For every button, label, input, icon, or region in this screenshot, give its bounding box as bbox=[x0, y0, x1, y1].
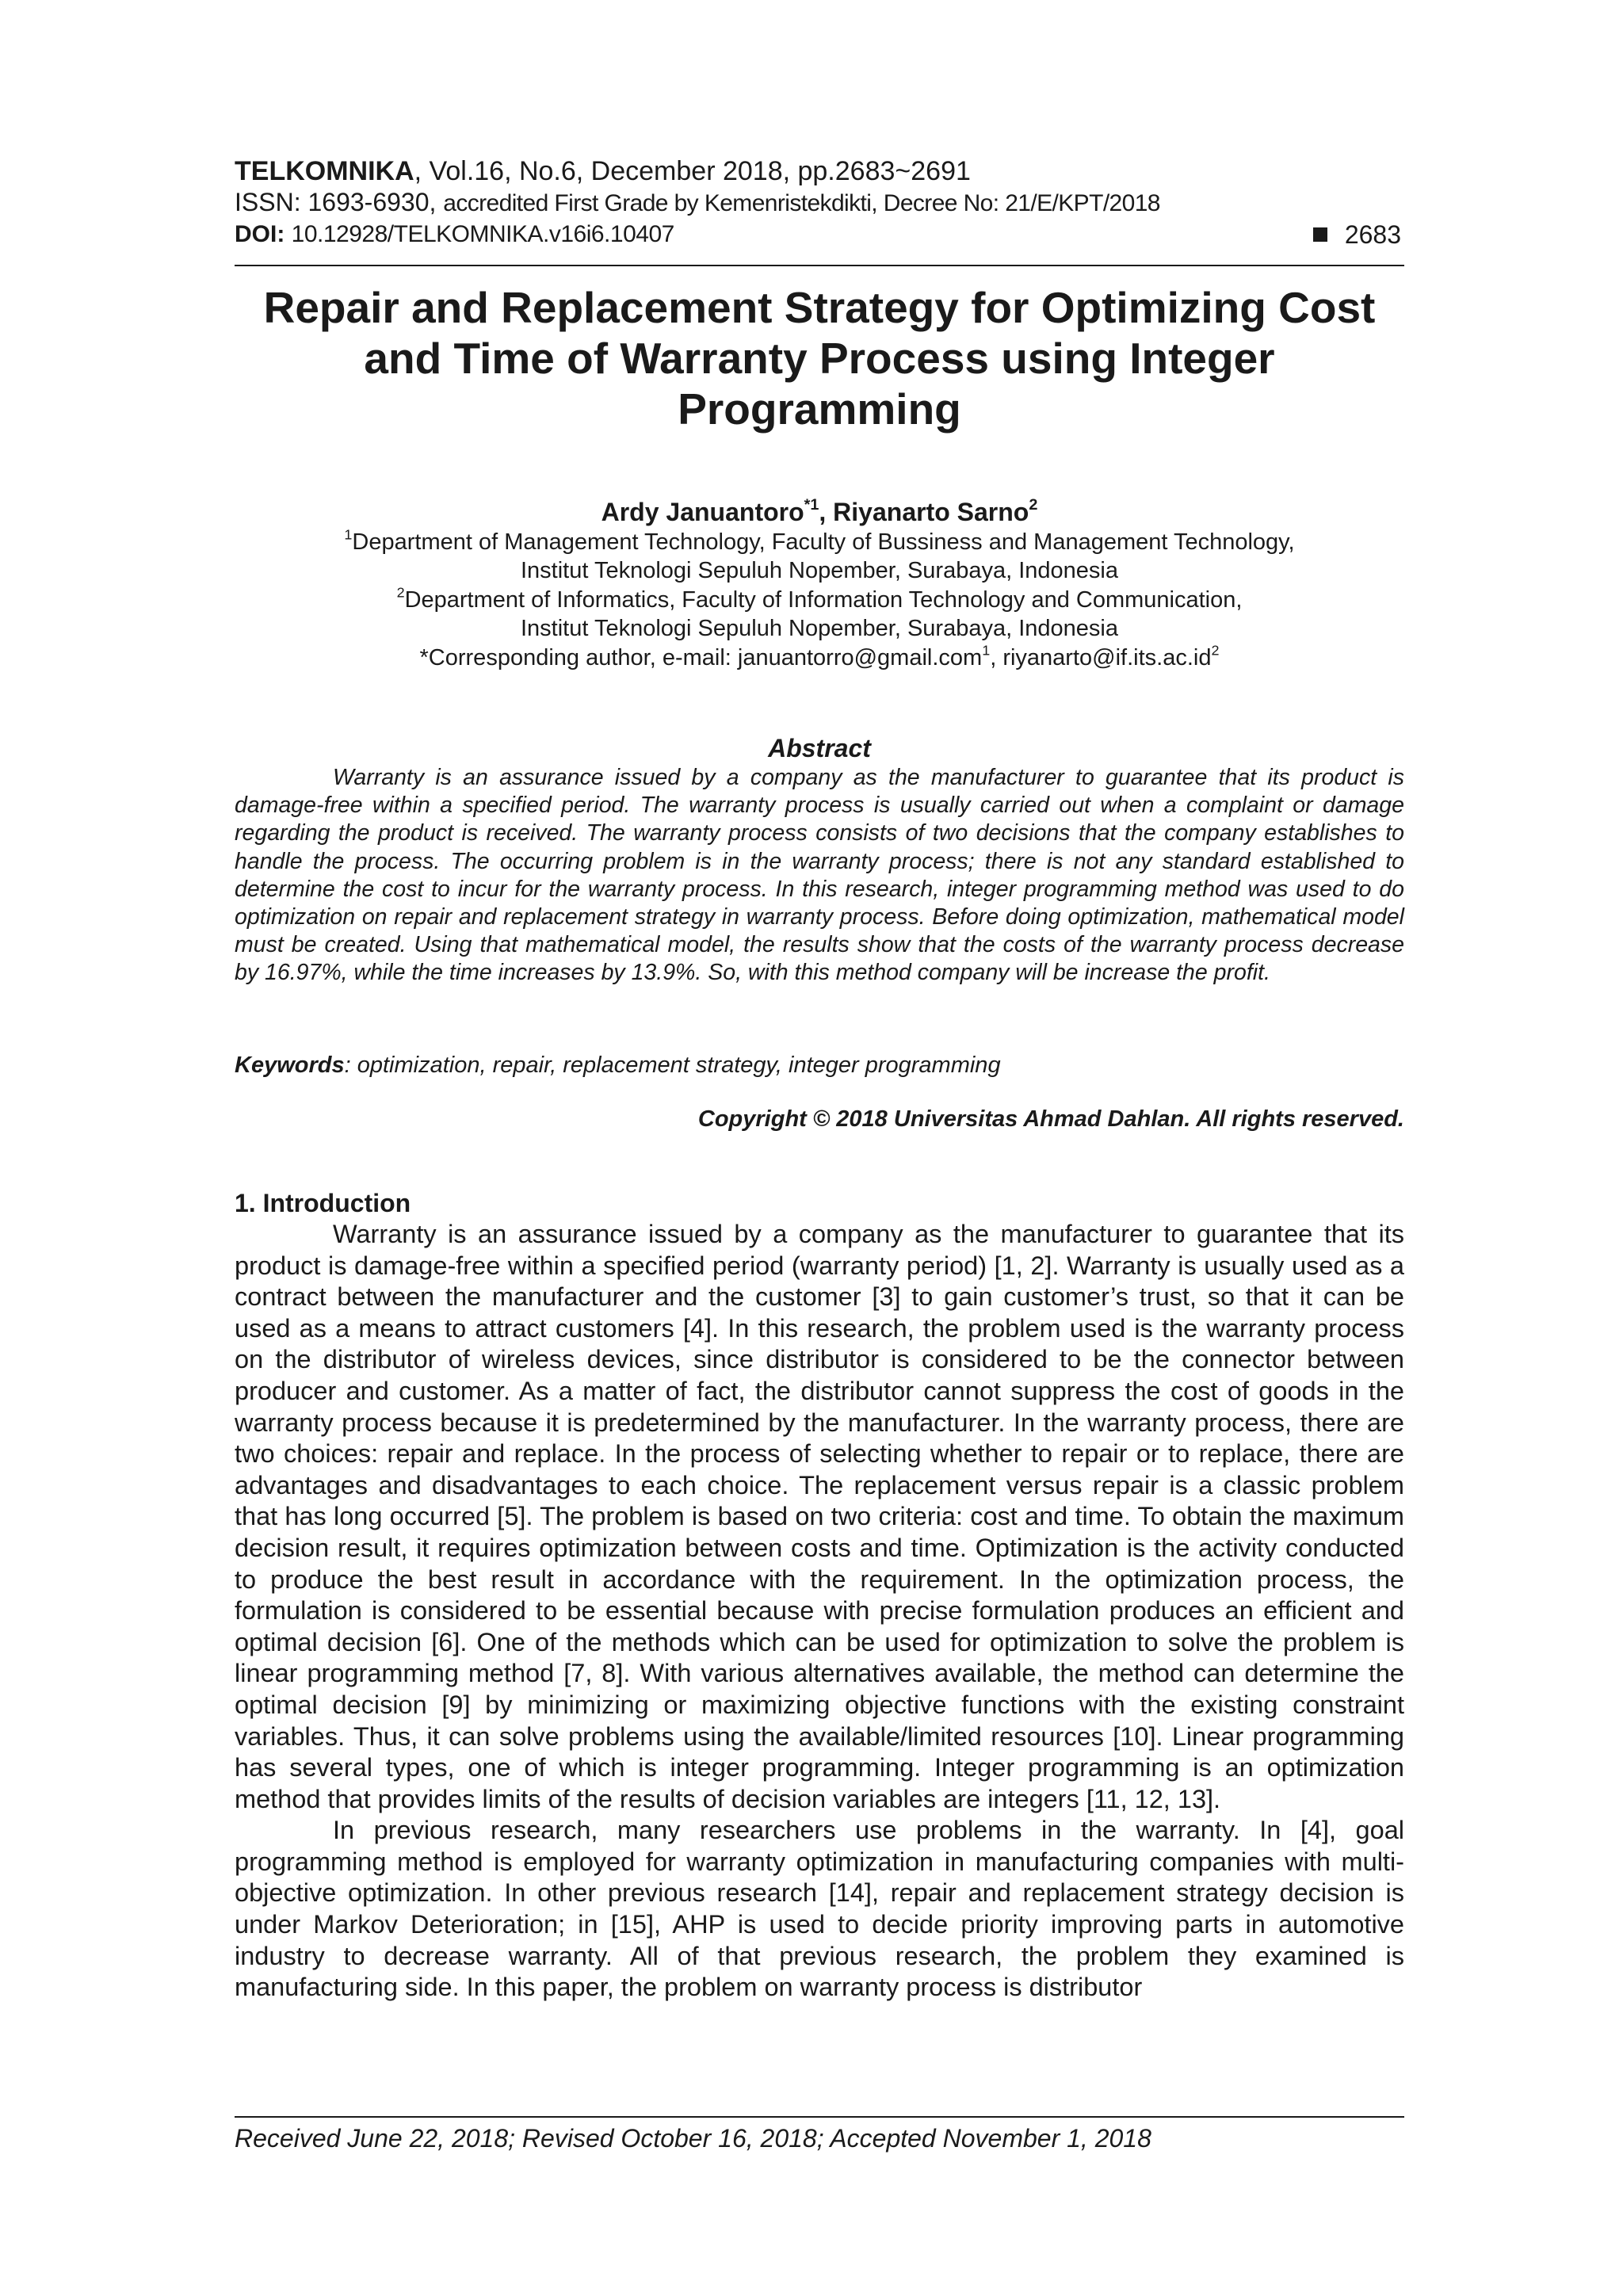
journal-citation bbox=[235, 155, 971, 187]
affiliation-line: Institut Teknologi Sepuluh Nopember, Surabaya, Indonesia bbox=[521, 616, 1118, 642]
email-superscript: 1 bbox=[982, 642, 991, 659]
doi-label: DOI: bbox=[235, 221, 285, 247]
issn-line bbox=[235, 187, 1160, 219]
keywords-label: Keywords bbox=[235, 1052, 345, 1078]
affiliation-line bbox=[235, 528, 1404, 556]
header-divider bbox=[235, 265, 1404, 266]
copyright-notice: Copyright © 2018 Universitas Ahmad Dahlan. All rights reserved. bbox=[697, 1106, 1404, 1132]
accreditation-text: accredited First Grade by Kemenristekdikti, Decree No: 21/E/KPT/2018 bbox=[443, 190, 1160, 216]
doi-line bbox=[235, 220, 1401, 249]
abstract-heading: Abstract bbox=[768, 734, 871, 762]
received-dates: Received June 22, 2018; Revised October 16, 2018; Accepted November 1, 2018 bbox=[235, 2124, 1151, 2153]
section-heading: 1. Introduction bbox=[235, 1189, 411, 1217]
issn-text: ISSN: 1693-6930, bbox=[235, 188, 437, 216]
email-superscript: 2 bbox=[1211, 642, 1220, 659]
author-name: Ardy Januantoro bbox=[601, 498, 804, 526]
page-number-text: 2683 bbox=[1344, 220, 1401, 249]
square-bullet-icon bbox=[1313, 227, 1327, 242]
affiliation-superscript: 1 bbox=[344, 526, 353, 543]
journal-name: TELKOMNIKA bbox=[235, 156, 414, 186]
abstract-body: Warranty is an assurance issued by a company as the manufacturer to guarantee that its product is damage-free within a specified period. The warranty process is usually carried out when a complaint or damage regarding the product is received. The warranty process consists of two decisions that the company establishes to handle the process. The occurring problem is in the warranty process; there is not any standard established to determine the cost to incur for the warranty process. In this research, integer programming method was used to do optimization on repair and replacement strategy in warranty process. Before doing optimization, mathematical model must be created. Using that mathematical model, the results show that the costs of the warranty process decrease by 16.97%, while the time increases by 13.9%. So, with this method company will be increase the profit. bbox=[235, 765, 1404, 986]
author-separator: , bbox=[819, 498, 834, 526]
keywords-text: : optimization, repair, replacement strategy, integer programming bbox=[344, 1052, 1001, 1078]
doi-text: 10.12928/TELKOMNIKA.v16i6.10407 bbox=[291, 221, 674, 247]
affiliation-line: Institut Teknologi Sepuluh Nopember, Surabaya, Indonesia bbox=[521, 558, 1118, 584]
author-list bbox=[235, 496, 1404, 528]
author-superscript: 2 bbox=[1029, 496, 1038, 514]
corresponding-author bbox=[235, 644, 1404, 672]
corresponding-text: *Corresponding author, e-mail: januantorro@gmail.com bbox=[419, 644, 983, 670]
keywords bbox=[235, 1051, 1404, 1079]
affiliations bbox=[235, 528, 1404, 672]
citation-text: , Vol.16, No.6, December 2018, pp.2683~2691 bbox=[414, 156, 971, 186]
author-superscript: *1 bbox=[804, 496, 819, 514]
paragraph: Warranty is an assurance issued by a company as the manufacturer to guarantee that its product is damage-free within a specified period (warranty period) [1, 2]. Warranty is usually used as a contract between the manufacturer and the customer [3] to gain customer’s trust, so that it can be used as a means to attract customers [4]. In this research, the problem used is the warranty process on the distributor of wireless devices, since distributor is considered to be the connector between producer and customer. As a matter of fact, the distributor cannot suppress the cost of goods in the warranty process because it is predetermined by the manufacturer. In the warranty process, there are two choices: repair and replace. In the process of selecting whether to repair or to replace, there are advantages and disadvantages to each choice. The replacement versus repair is a classic problem that has long occurred [5]. The problem is based on two criteria: cost and time. To obtain the maximum decision result, it requires optimization between costs and time. Optimization is the activity conducted to produce the best result in accordance with the requirement. In the optimization process, the formulation is considered to be essential because with precise formulation produces an efficient and optimal decision [6]. One of the methods which can be used for optimization to solve the problem is linear programming method [7, 8]. With various alternatives available, the method can determine the optimal decision [9] by minimizing or maximizing objective functions with the existing constraint variables. Thus, it can solve problems using the available/limited resources [10]. Linear programming has several types, one of which is integer programming. Integer programming is an optimization method that provides limits of the results of decision variables are integers [11, 12, 13]. bbox=[235, 1220, 1404, 1813]
affiliation-line bbox=[235, 586, 1404, 614]
affiliation-text: Department of Management Technology, Faculty of Bussiness and Management Technology, bbox=[352, 529, 1295, 555]
page-number bbox=[1313, 220, 1401, 249]
paper-title: Repair and Replacement Strategy for Optimizing Cost and Time of Warranty Process using Integer Programming bbox=[263, 283, 1376, 434]
affiliation-superscript: 2 bbox=[396, 584, 405, 601]
author-name: Riyanarto Sarno bbox=[833, 498, 1029, 526]
footer-divider bbox=[235, 2116, 1404, 2118]
affiliation-text: Department of Informatics, Faculty of Information Technology and Communication, bbox=[404, 586, 1243, 613]
email-text: , riyanarto@if.its.ac.id bbox=[990, 644, 1212, 670]
introduction-body bbox=[235, 1219, 1404, 2004]
paragraph: In previous research, many researchers use problems in the warranty. In [4], goal programming method is employed for warranty optimization in manufacturing companies with multi-objective optimization. In other previous research [14], repair and replacement strategy decision is under Markov Deterioration; in [15], AHP is used to decide priority improving parts in automotive industry to decrease warranty. All of that previous research, the problem they examined is manufacturing side. In this paper, the problem on warranty process is distributor bbox=[235, 1816, 1404, 2002]
